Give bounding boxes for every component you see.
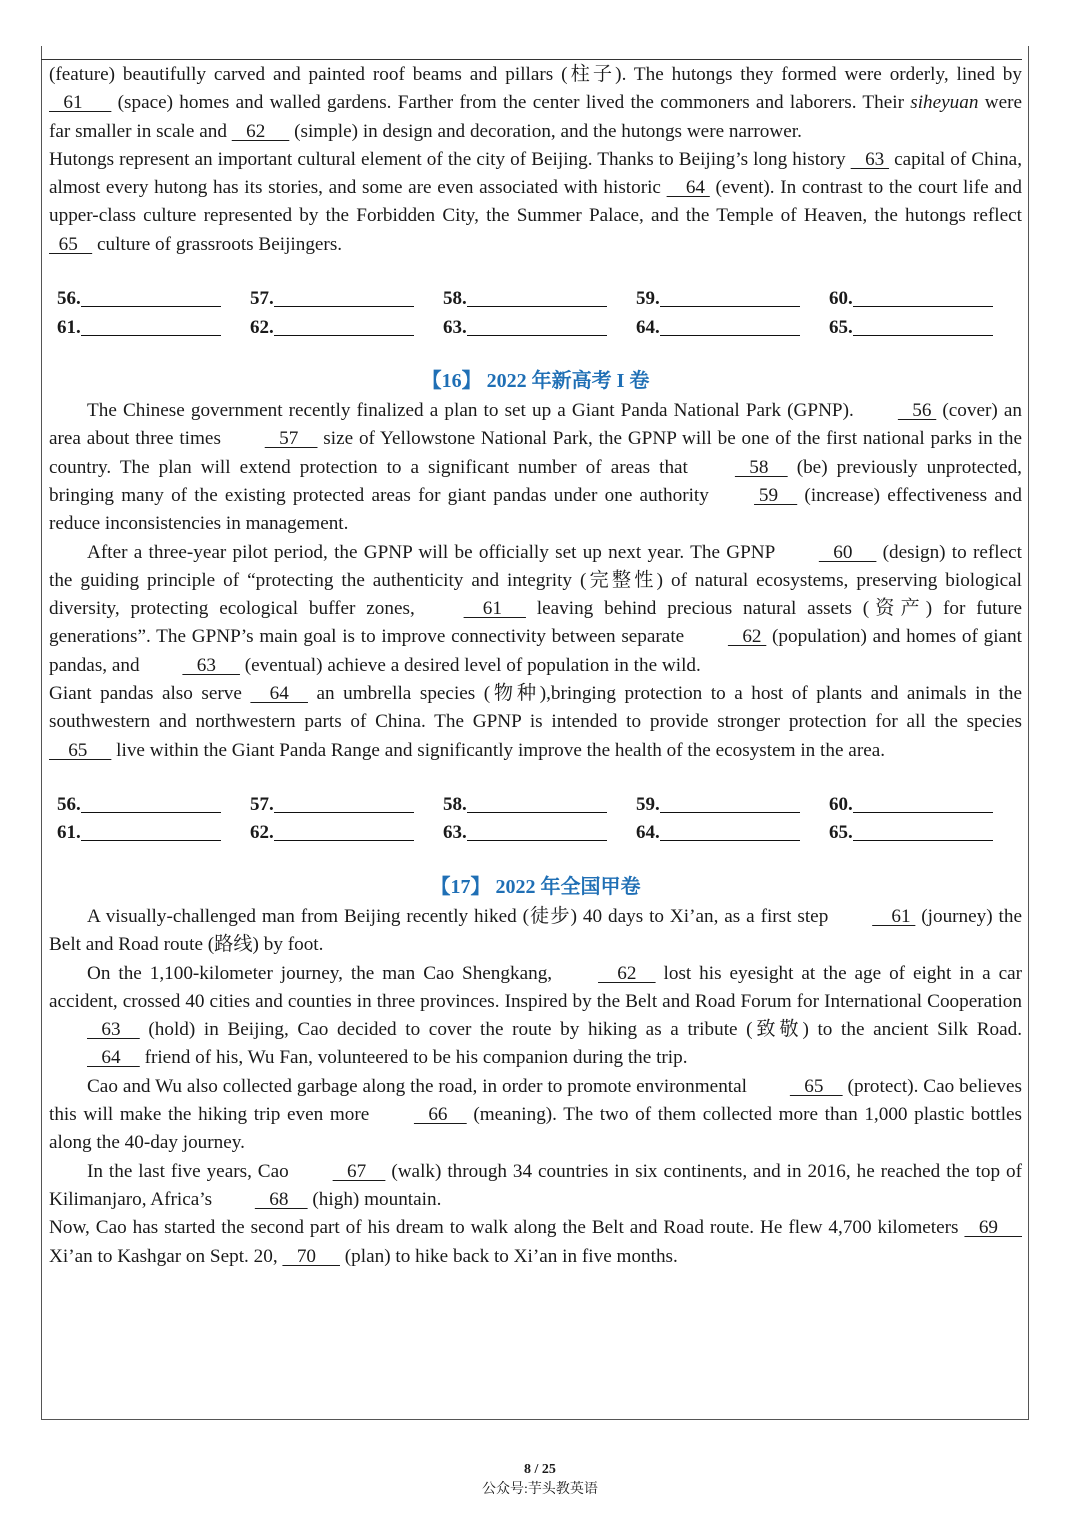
answer-line [81, 791, 221, 813]
answer-blank: 65 [49, 233, 93, 255]
answer-number: 58. [443, 288, 467, 310]
answer-cell [57, 791, 250, 820]
answer-blank: 68 [254, 1188, 308, 1210]
section17-paragraph: A visually-challenged man from Beijing recently hiked (徒步) 40 days to Xi’an, as a first step 61 (journey) the Belt and Road route (路线) by foot. [49, 903, 1022, 960]
answer-number: 62. [250, 822, 274, 844]
answer-blank: 64 [250, 683, 308, 705]
answer-line [660, 791, 800, 813]
answer-blank: 62 [231, 120, 290, 142]
answer-line [81, 819, 221, 841]
answer-sheet [57, 791, 1022, 848]
answer-blank: 60 [818, 541, 877, 563]
answer-cell [250, 285, 443, 314]
passage-a-paragraph: Hutongs represent an important cultural element of the city of Beijing. Thanks to Beijing’s long history 63 capital of China, almost every hutong has its stories, and some are even associated with historic 64 (event). In contrast to the court life and upper-class culture represented by the Forbidden City, the Summer Palace, and the Temple of Heaven, the hutongs reflect 65 culture of grassroots Beijingers. [49, 146, 1022, 259]
top-rule [41, 59, 1022, 60]
answer-number: 61. [57, 316, 81, 338]
answer-number: 64. [636, 316, 660, 338]
answer-number: 64. [636, 822, 660, 844]
answer-blank: 65 [789, 1075, 843, 1097]
answer-cell [250, 819, 443, 848]
page-number: 8 / 25 [524, 1462, 556, 1477]
answer-blank: 66 [413, 1104, 467, 1126]
answer-blank: 67 [332, 1160, 386, 1182]
section16-paragraph: Giant pandas also serve 64 an umbrella species (物种),bringing protection to a host of plants and animals in the southwestern and northwestern parts of China. The GPNP is intended to provide stronger protection for all the species 65 live within the Giant Panda Range and significantly improve the health of the ecosystem in the area. [49, 680, 1022, 765]
section-heading: 【16】 2022 年新高考 I 卷 [421, 370, 650, 393]
answer-blank: 62 [727, 626, 767, 648]
answer-line [660, 819, 800, 841]
answer-blank: 61 [49, 92, 112, 114]
answer-blank: 63 [182, 654, 240, 676]
answer-line [81, 314, 221, 336]
answer-blank: 61 [872, 905, 916, 927]
answer-cell [57, 314, 250, 343]
page-content [49, 61, 1022, 1271]
answer-cell [57, 285, 250, 314]
answer-blank: 59 [754, 484, 798, 506]
answer-cell [443, 819, 636, 848]
answer-blank: 56 [897, 400, 937, 422]
answer-number: 65. [829, 316, 853, 338]
section-heading: 【17】 2022 年全国甲卷 [430, 875, 641, 898]
answer-blank: 58 [734, 456, 788, 478]
answer-cell [829, 314, 1022, 343]
answer-blank: 64 [666, 177, 710, 199]
answer-line [853, 285, 993, 307]
answer-blank: 63 [87, 1019, 140, 1041]
answer-row [57, 791, 1022, 820]
section16-paragraph: After a three-year pilot period, the GPNP will be officially set up next year. The GPNP 60 (design) to reflect the guiding principle of “protecting the authenticity and integrity (完整性) of natural ecosystems, preserving biological diversity, protecting ecological buffer zones, 61 leaving behind precious natural assets (资产) for future generations”. The GPNP’s main goal is to improve connectivity between separate 62 (population) and homes of giant pandas, and 63 (eventual) achieve a desired level of population in the wild. [49, 539, 1022, 680]
answer-cell [57, 819, 250, 848]
answer-cell [443, 314, 636, 343]
answer-cell [829, 285, 1022, 314]
footer-account: 公众号:芋头教英语 [482, 1482, 598, 1497]
answer-number: 61. [57, 822, 81, 844]
answer-number: 56. [57, 288, 81, 310]
answer-line [853, 791, 993, 813]
answer-blank: 57 [264, 428, 318, 450]
answer-line [274, 285, 414, 307]
answer-line [853, 819, 993, 841]
answer-cell [250, 314, 443, 343]
answer-line [274, 314, 414, 336]
answer-number: 59. [636, 793, 660, 815]
italic-term: siheyuan [910, 92, 979, 114]
answer-blank: 69 [964, 1217, 1022, 1239]
answer-line [81, 285, 221, 307]
passage-a-paragraph: (feature) beautifully carved and painted roof beams and pillars (柱子). The hutongs they formed were orderly, lined by 61 (space) homes and walled gardens. Farther from the center lived the commoners and laborers. Their siheyuan were far smaller in scale and 62 (simple) in design and decoration, and the hutongs were narrower. [49, 61, 1022, 146]
answer-cell [829, 819, 1022, 848]
section17-paragraph: On the 1,100-kilometer journey, the man Cao Shengkang, 62 lost his eyesight at the age of eight in a car accident, crossed 40 cities and counties in three provinces. Inspired by the Belt and Road Forum for International Cooperation 63 (hold) in Beijing, Cao decided to cover the route by hiking as a tribute (致敬) to the ancient Silk Road. 64 friend of his, Wu Fan, volunteered to be his companion during the trip. [49, 960, 1022, 1073]
answer-blank: 70 [282, 1245, 340, 1267]
answer-line [467, 791, 607, 813]
answer-cell [636, 314, 829, 343]
answer-sheet [57, 285, 1022, 342]
answer-cell [829, 791, 1022, 820]
answer-line [467, 285, 607, 307]
answer-number: 65. [829, 822, 853, 844]
section17-paragraph: Now, Cao has started the second part of his dream to walk along the Belt and Road route. He flew 4,700 kilometers 69 Xi’an to Kashgar on Sept. 20, 70 (plan) to hike back to Xi’an in five months. [49, 1214, 1022, 1271]
answer-line [853, 314, 993, 336]
answer-line [467, 819, 607, 841]
section17-paragraph: Cao and Wu also collected garbage along the road, in order to promote environmental 65 (protect). Cao believes this will make the hiking trip even more 66 (meaning). The two of them collected more than 1,000 plastic bottles along the 40-day journey. [49, 1073, 1022, 1158]
answer-row [57, 314, 1022, 343]
answer-row [57, 285, 1022, 314]
answer-number: 56. [57, 793, 81, 815]
answer-number: 62. [250, 316, 274, 338]
answer-number: 57. [250, 288, 274, 310]
answer-cell [636, 819, 829, 848]
section16-paragraph: The Chinese government recently finalized a plan to set up a Giant Panda National Park (GPNP). 56 (cover) an area about three times 57 size of Yellowstone National Park, the GPNP will be one of the first national parks in the country. The plan will extend protection to a significant number of areas that 58 (be) previously unprotected, bringing many of the existing protected areas for giant pandas under one authority 59 (increase) effectiveness and reduce inconsistencies in management. [49, 397, 1022, 538]
answer-blank: 63 [850, 148, 890, 170]
answer-cell [250, 791, 443, 820]
answer-line [660, 285, 800, 307]
answer-blank: 61 [463, 598, 526, 620]
answer-blank: 64 [87, 1047, 140, 1069]
answer-blank: 65 [49, 739, 112, 761]
answer-cell [443, 285, 636, 314]
answer-number: 63. [443, 822, 467, 844]
answer-cell [636, 285, 829, 314]
answer-blank: 62 [598, 962, 656, 984]
answer-number: 60. [829, 288, 853, 310]
answer-line [274, 819, 414, 841]
answer-line [660, 314, 800, 336]
answer-number: 60. [829, 793, 853, 815]
answer-cell [636, 791, 829, 820]
answer-number: 58. [443, 793, 467, 815]
section17-paragraph: In the last five years, Cao 67 (walk) through 34 countries in six continents, and in 2016, he reached the top of Kilimanjaro, Africa’s 68 (high) mountain. [49, 1158, 1022, 1215]
answer-number: 59. [636, 288, 660, 310]
answer-cell [443, 791, 636, 820]
answer-line [274, 791, 414, 813]
answer-line [467, 314, 607, 336]
answer-number: 63. [443, 316, 467, 338]
answer-row [57, 819, 1022, 848]
answer-number: 57. [250, 793, 274, 815]
